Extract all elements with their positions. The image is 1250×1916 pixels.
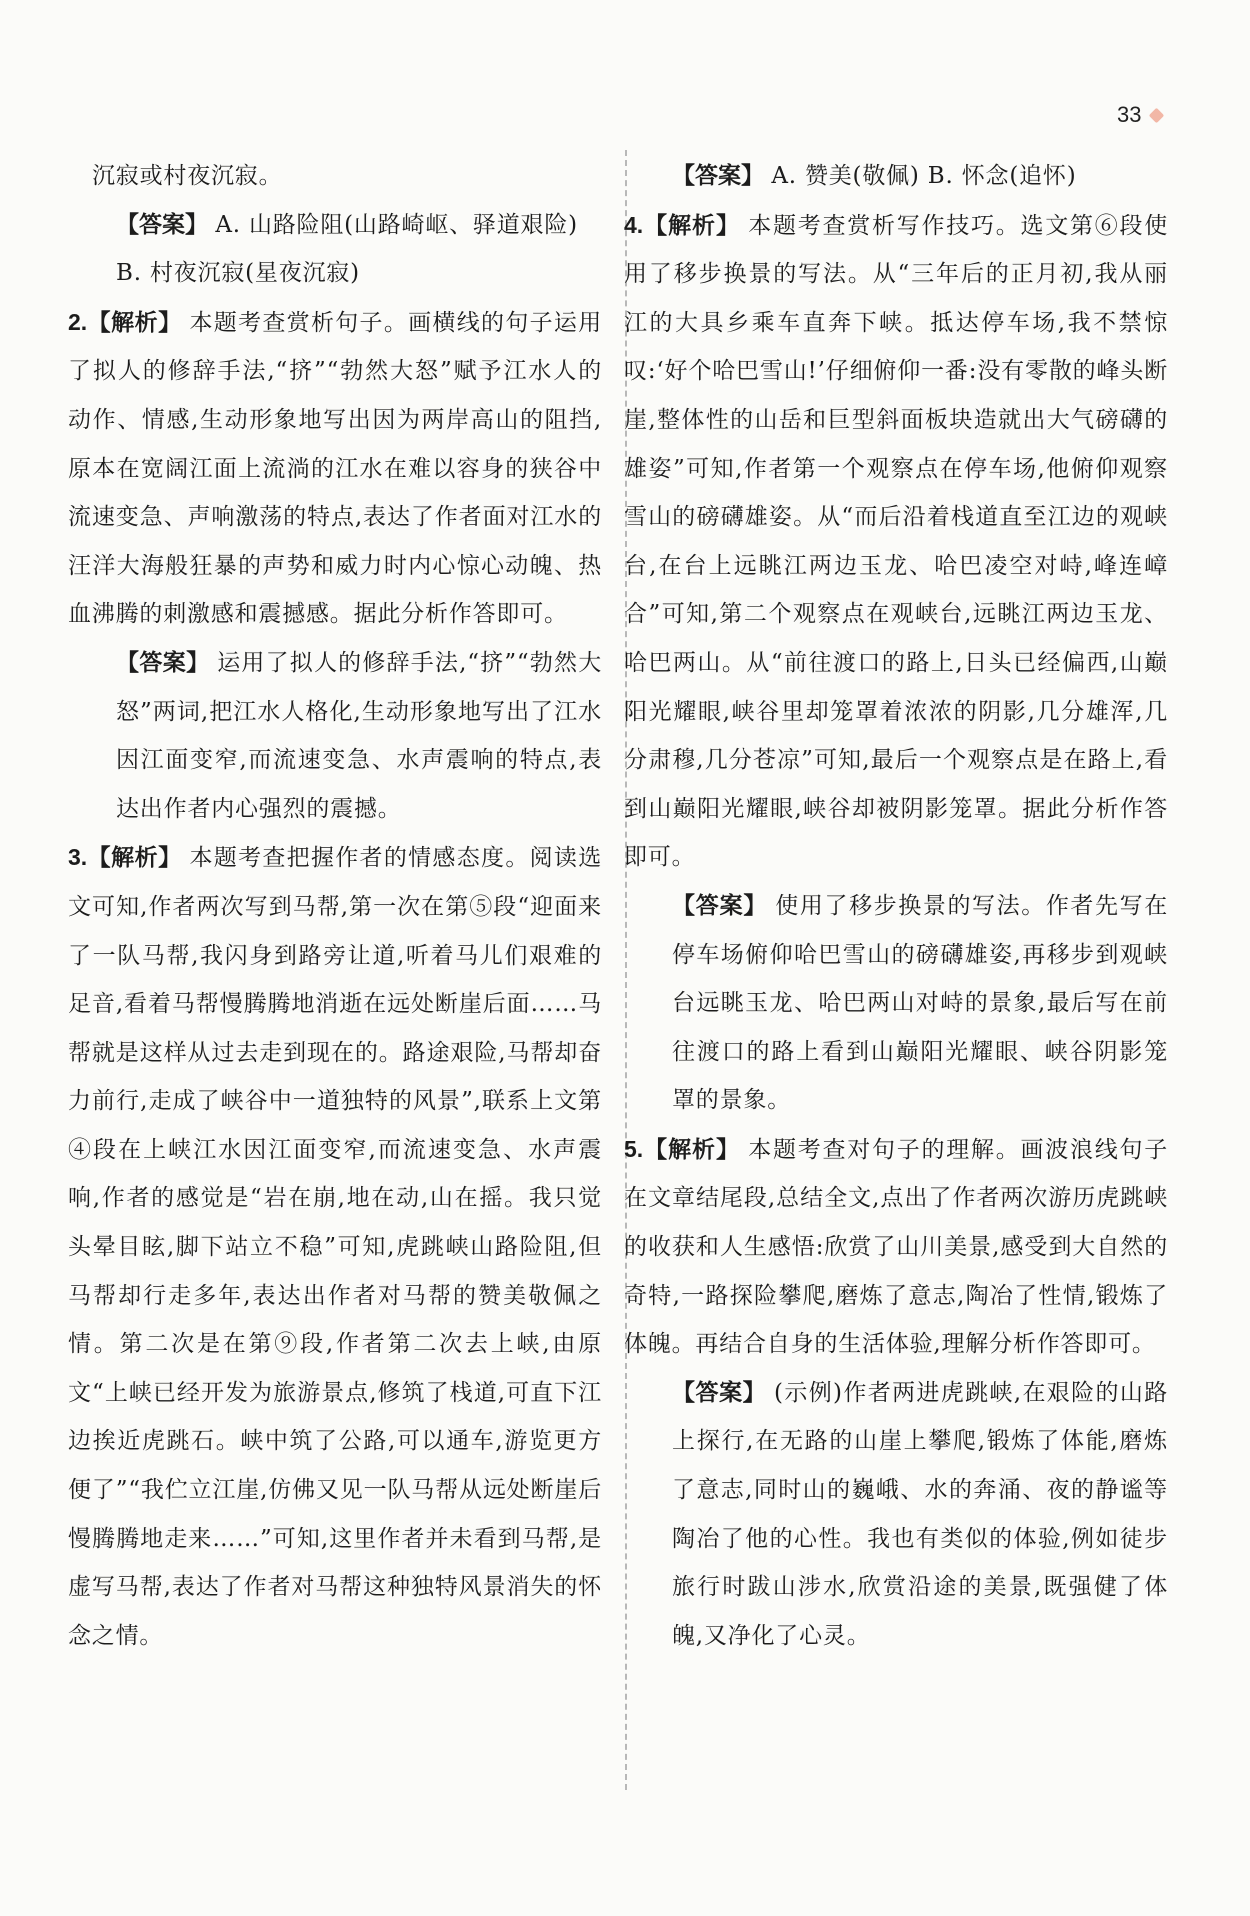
q4-answer-text: 使用了移步换景的写法。作者先写在停车场俯仰哈巴雪山的磅礴雄姿,再移步到观峡台远眺玉龙、哈巴两山对峙的景象,最后写在前往渡口的路上看到山巅阳光耀眼、峡谷阴影笼罩的景象。	[672, 892, 1169, 1114]
q1-answer-line2: B. 村夜沉寂(星夜沉寂)	[116, 260, 360, 287]
q3-number: 3.	[68, 844, 88, 871]
answer-tag: 【答案】	[672, 162, 764, 189]
answer-tag: 【答案】	[116, 648, 210, 676]
analysis-tag: 【解析】	[87, 844, 182, 872]
right-column	[624, 152, 1169, 1660]
q4-number: 4.	[624, 211, 644, 238]
q5-answer-text: (示例)作者两进虎跳峡,在艰险的山路上探行,在无路的山崖上攀爬,锻炼了体能,磨炼了意志,同时山的巍峨、水的奔涌、夜的静谧等陶冶了他的心性。我也有类似的体验,例如徒步旅行时跋山涉水,欣赏沿途的美景,既强健了体魄,又净化了心灵。	[672, 1379, 1168, 1649]
q1-answer-cont	[92, 249, 602, 298]
q4-analysis-text: 本题考查赏析写作技巧。选文第⑥段使用了移步换景的写法。从“三年后的正月初,我从丽江的大具乡乘车直奔下峡。抵达停车场,我不禁惊叹:‘好个哈巴雪山!’仔细俯仰一番:没有零散的峰头断崖,整体性的山岳和巨型斜面板块造就出大气磅礴的雄姿”可知,作者第一个观察点在停车场,他俯仰观察雪山的磅礴雄姿。从“而后沿着栈道直至江边的观峡台,在台上远眺江两边玉龙、哈巴凌空对峙,峰连嶂合”可知,第二个观察点在观峡台,远眺江两边玉龙、哈巴两山。从“前往渡口的路上,日头已经偏西,山巅阳光耀眼,峡谷里却笼罩着浓浓的阴影,几分雄浑,几分肃穆,几分苍凉”可知,最后一个观察点是在路上,看到山巅阳光耀眼,峡谷却被阴影笼罩。据此分析作答即可。	[624, 212, 1168, 871]
q5-analysis-text: 本题考查对句子的理解。画波浪线句子在文章结尾段,总结全文,点出了作者两次游历虎跳峡的收获和人生感悟:欣赏了山川美景,感受到大自然的奇特,一路探险攀爬,磨炼了意志,陶冶了性情,锻炼了体魄。再结合自身的生活体验,理解分析作答即可。	[624, 1136, 1168, 1358]
q2-analysis-text: 本题考查赏析句子。画横线的句子运用了拟人的修辞手法,“挤”“勃然大怒”赋予江水人的动作、情感,生动形象地写出因为两岸高山的阻挡,原本在宽阔江面上流淌的江水在难以容身的狭谷中流速变急、声响激荡的特点,表达了作者面对江水的汪洋大海般狂暴的声势和威力时内心惊心动魄、热血沸腾的刺激感和震撼感。据此分析作答即可。	[68, 309, 603, 628]
q5-answer	[648, 1369, 1168, 1661]
q2-number: 2.	[68, 308, 88, 335]
answer-tag: 【答案】	[672, 1378, 767, 1406]
answer-tag: 【答案】	[116, 210, 208, 238]
q3-analysis-text: 本题考查把握作者的情感态度。阅读选文可知,作者两次写到马帮,第一次在第⑤段“迎面来了一队马帮,我闪身到路旁让道,听着马儿们艰难的足音,看着马帮慢腾腾地消逝在远处断崖后面……马帮就是这样从过去走到现在的。路途艰险,马帮却奋力前行,走成了峡谷中一道独特的风景”,联系上文第④段在上峡江水因江面变窄,而流速变急、水声震响,作者的感觉是“岩在崩,地在动,山在摇。我只觉头晕目眩,脚下站立不稳”可知,虎跳峡山路险阻,但马帮却行走多年,表达出作者对马帮的赞美敬佩之情。第二次是在第⑨段,作者第二次去上峡,由原文“上峡已经开发为旅游景点,修筑了栈道,可直下江边挨近虎跳石。峡中筑了公路,可以通车,游览更方便了”“我伫立江崖,仿佛又见一队马帮从远处断崖后慢腾腾地走来……”可知,这里作者并未看到马帮,是虚写马帮,表达了作者对马帮这种独特风景消失的怀念之情。	[68, 845, 603, 1649]
q1-answer	[92, 201, 602, 250]
q5-analysis	[624, 1125, 1168, 1369]
q2-analysis	[68, 298, 602, 639]
q1-answer-line1: A. 山路险阻(山路崎岖、驿道艰险)	[215, 211, 578, 238]
intro-line	[92, 152, 602, 201]
q4-answer	[648, 882, 1168, 1125]
q4-analysis	[624, 201, 1168, 882]
analysis-tag: 【解析】	[643, 211, 740, 239]
answer-tag: 【答案】	[672, 891, 768, 919]
q2-answer	[92, 639, 602, 833]
q5-number: 5.	[624, 1135, 644, 1162]
intro-text: 沉寂或村夜沉寂。	[92, 163, 283, 189]
page-number-marker	[1149, 108, 1165, 124]
analysis-tag: 【解析】	[87, 308, 182, 336]
page-number: 33	[1117, 102, 1142, 127]
q2-answer-text: 运用了拟人的修辞手法,“挤”“勃然大怒”两词,把江水人格化,生动形象地写出了江水因江面变窄,而流速变急、水声震响的特点,表达出作者内心强烈的震撼。	[116, 649, 603, 822]
q3-answer	[648, 152, 1168, 201]
analysis-tag: 【解析】	[643, 1135, 740, 1163]
q3-analysis	[68, 833, 602, 1660]
q3-answer-text: A. 赞美(敬佩) B. 怀念(追怀)	[771, 163, 1077, 189]
left-column	[68, 152, 603, 1660]
